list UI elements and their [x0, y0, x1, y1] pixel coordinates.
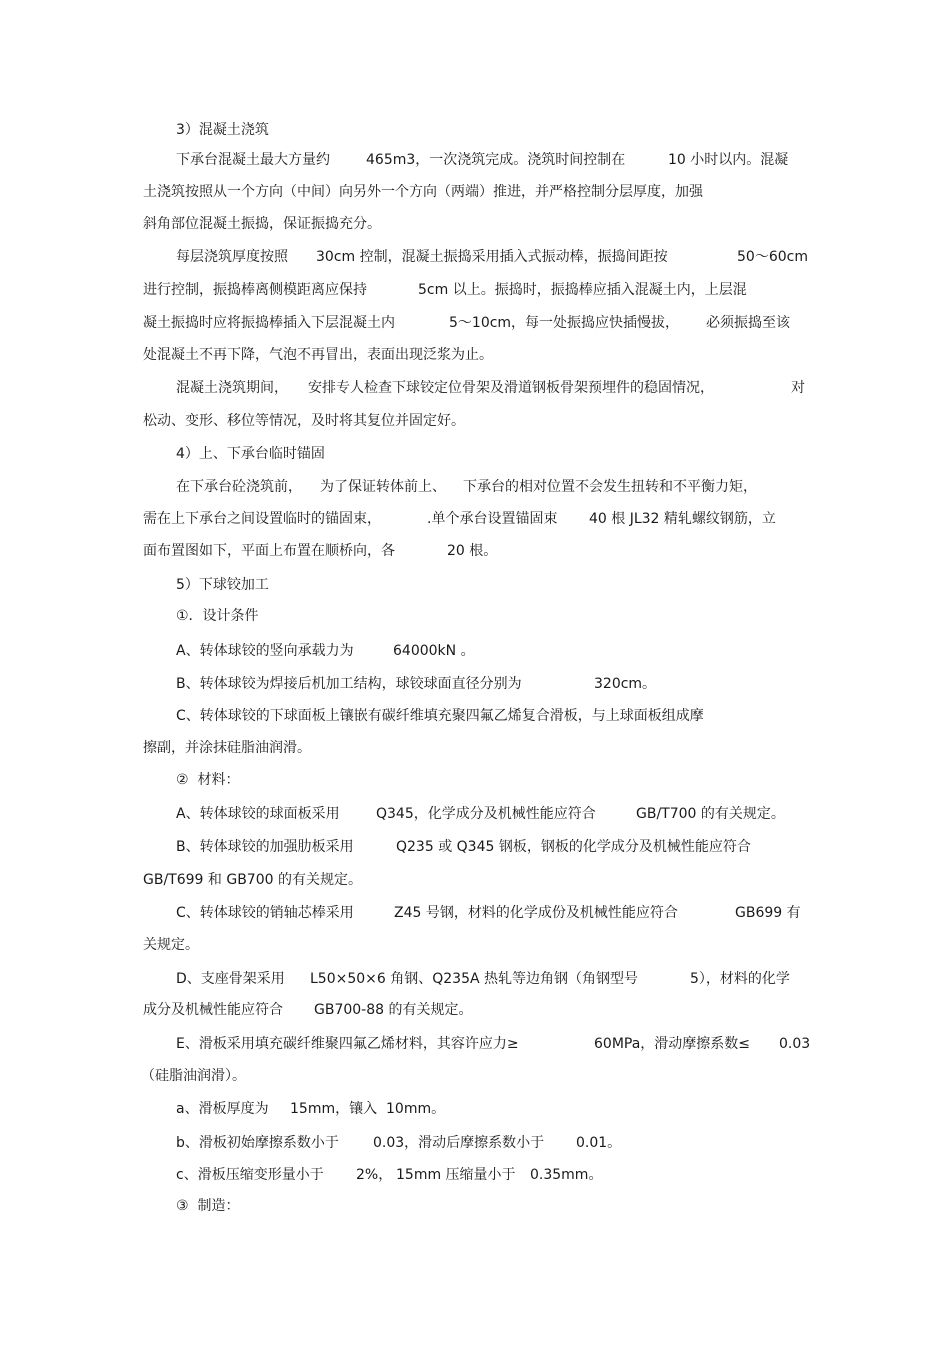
text-segment: 0.35mm。 [530, 1167, 603, 1183]
text-segment: 必须振捣至该 [706, 315, 790, 331]
text-line [0, 934, 950, 956]
text-segment: 对 [791, 380, 805, 396]
text-line [0, 119, 950, 141]
text-segment: 40 根 JL32 精轧螺纹钢筋，立 [589, 511, 776, 527]
text-line [0, 149, 950, 171]
text-segment: 斜角部位混凝土振捣，保证振捣充分。 [143, 216, 381, 232]
text-segment: A、转体球铰的球面板采用 [176, 806, 340, 822]
text-segment: ①．设计条件 [176, 608, 259, 624]
text-segment: 50～60cm [737, 249, 808, 265]
text-segment: 5cm 以上。振捣时，振捣棒应插入混凝土内，上层混 [418, 282, 747, 298]
text-segment: E、滑板采用填充碳纤维聚四氟乙烯材料，其容许应力≥ [176, 1036, 519, 1052]
text-segment: Z45 号钢，材料的化学成份及机械性能应符合 [394, 905, 678, 921]
text-segment: ③ 制造： [176, 1198, 240, 1214]
text-line [0, 869, 950, 891]
text-segment: 处混凝土不再下降，气泡不再冒出，表面出现泛浆为止。 [143, 347, 493, 363]
text-line [0, 1033, 950, 1055]
text-segment: 10mm。 [386, 1101, 446, 1117]
text-segment: 5～10cm，每一处振捣应快插慢拔， [449, 315, 680, 331]
text-segment: C、转体球铰的下球面板上镶嵌有碳纤维填充聚四氟乙烯复合滑板，与上球面板组成摩 [176, 708, 704, 724]
text-segment: ② 材料： [176, 772, 240, 788]
text-line [0, 769, 950, 791]
text-segment: 2%， [356, 1167, 393, 1183]
text-segment: 20 根。 [447, 543, 498, 559]
text-line [0, 540, 950, 562]
text-line [0, 705, 950, 727]
text-segment: 0.03，滑动后摩擦系数小于 [373, 1135, 545, 1151]
text-segment: 在下承台砼浇筑前， [176, 479, 302, 495]
text-segment: 土浇筑按照从一个方向（中间）向另外一个方向（两端）推进，并严格控制分层厚度，加强 [143, 184, 703, 200]
text-segment: C、转体球铰的销轴芯棒采用 [176, 905, 354, 921]
text-line [0, 640, 950, 662]
text-segment: 为了保证转体前上、 [320, 479, 446, 495]
text-segment: 0.03 [779, 1036, 811, 1052]
text-line [0, 279, 950, 301]
text-segment: GB700-88 的有关规定。 [314, 1002, 473, 1018]
text-segment: D、支座骨架采用 [176, 971, 285, 987]
text-segment: b、滑板初始摩擦系数小于 [176, 1135, 339, 1151]
text-line [0, 836, 950, 858]
text-line [0, 605, 950, 627]
text-segment: 320cm。 [594, 676, 657, 692]
text-segment: 擦副，并涂抹硅脂油润滑。 [143, 740, 311, 756]
text-segment: L50×50×6 角钢、Q235A 热轧等边角钢（角钢型号 [310, 971, 639, 987]
text-segment: 15mm 压缩量小于 [396, 1167, 516, 1183]
text-segment: 需在上下承台之间设置临时的锚固束， [143, 511, 381, 527]
text-segment: 凝土振捣时应将振捣棒插入下层混凝土内 [143, 315, 395, 331]
text-segment: Q345，化学成分及机械性能应符合 [376, 806, 596, 822]
text-line [0, 312, 950, 334]
text-segment: GB699 有 [735, 905, 801, 921]
text-segment: 3）混凝土浇筑 [176, 122, 269, 138]
text-line [0, 737, 950, 759]
text-line [0, 443, 950, 465]
text-line [0, 968, 950, 990]
text-segment: B、转体球铰的加强肋板采用 [176, 839, 354, 855]
text-line [0, 1195, 950, 1217]
text-segment: 进行控制，振捣棒离侧模距离应保持 [143, 282, 367, 298]
text-segment: 每层浇筑厚度按照 [176, 249, 288, 265]
text-segment: Q235 或 Q345 钢板，钢板的化学成分及机械性能应符合 [396, 839, 751, 855]
text-segment: 15mm，镶入 [290, 1101, 378, 1117]
text-line [0, 574, 950, 596]
text-segment: A、转体球铰的竖向承载力为 [176, 643, 354, 659]
text-segment: 30cm 控制，混凝土振捣采用插入式振动棒，振捣间距按 [316, 249, 668, 265]
text-segment: 安排专人检查下球铰定位骨架及滑道钢板骨架预埋件的稳固情况， [308, 380, 714, 396]
text-segment: 混凝土浇筑期间， [176, 380, 288, 396]
text-line [0, 999, 950, 1021]
text-line [0, 1065, 950, 1087]
text-segment: 下承台混凝土最大方量约 [176, 152, 330, 168]
text-segment: 关规定。 [143, 937, 199, 953]
text-line [0, 1098, 950, 1120]
text-line [0, 344, 950, 366]
text-segment: a、滑板厚度为 [176, 1101, 269, 1117]
text-line [0, 1132, 950, 1154]
text-line [0, 803, 950, 825]
text-segment: 0.01。 [576, 1135, 622, 1151]
text-segment: GB/T699 和 GB700 的有关规定。 [143, 872, 362, 888]
text-segment: （硅脂油润滑）。 [141, 1068, 246, 1084]
text-segment: B、转体球铰为焊接后机加工结构，球铰球面直径分别为 [176, 676, 522, 692]
text-line [0, 673, 950, 695]
text-segment: 松动、变形、移位等情况，及时将其复位并固定好。 [143, 413, 465, 429]
text-segment: 60MPa，滑动摩擦系数≤ [594, 1036, 751, 1052]
text-line [0, 1164, 950, 1186]
text-segment: 4）上、下承台临时锚固 [176, 446, 325, 462]
text-segment: c、滑板压缩变形量小于 [176, 1167, 324, 1183]
text-line [0, 181, 950, 203]
text-line [0, 476, 950, 498]
text-line [0, 508, 950, 530]
text-segment: 5），材料的化学 [690, 971, 790, 987]
text-segment: GB/T700 的有关规定。 [636, 806, 785, 822]
text-segment: 64000kN 。 [393, 643, 475, 659]
text-line [0, 246, 950, 268]
text-line [0, 213, 950, 235]
text-segment: 下承台的相对位置不会发生扭转和不平衡力矩， [463, 479, 757, 495]
text-segment: 465m3，一次浇筑完成。浇筑时间控制在 [366, 152, 626, 168]
text-line [0, 902, 950, 924]
text-line [0, 377, 950, 399]
text-line [0, 410, 950, 432]
text-segment: .单个承台设置锚固束 [427, 511, 558, 527]
text-segment: 面布置图如下，平面上布置在顺桥向，各 [143, 543, 395, 559]
text-segment: 成分及机械性能应符合 [143, 1002, 283, 1018]
text-segment: 5）下球铰加工 [176, 577, 269, 593]
text-segment: 10 小时以内。混凝 [668, 152, 789, 168]
